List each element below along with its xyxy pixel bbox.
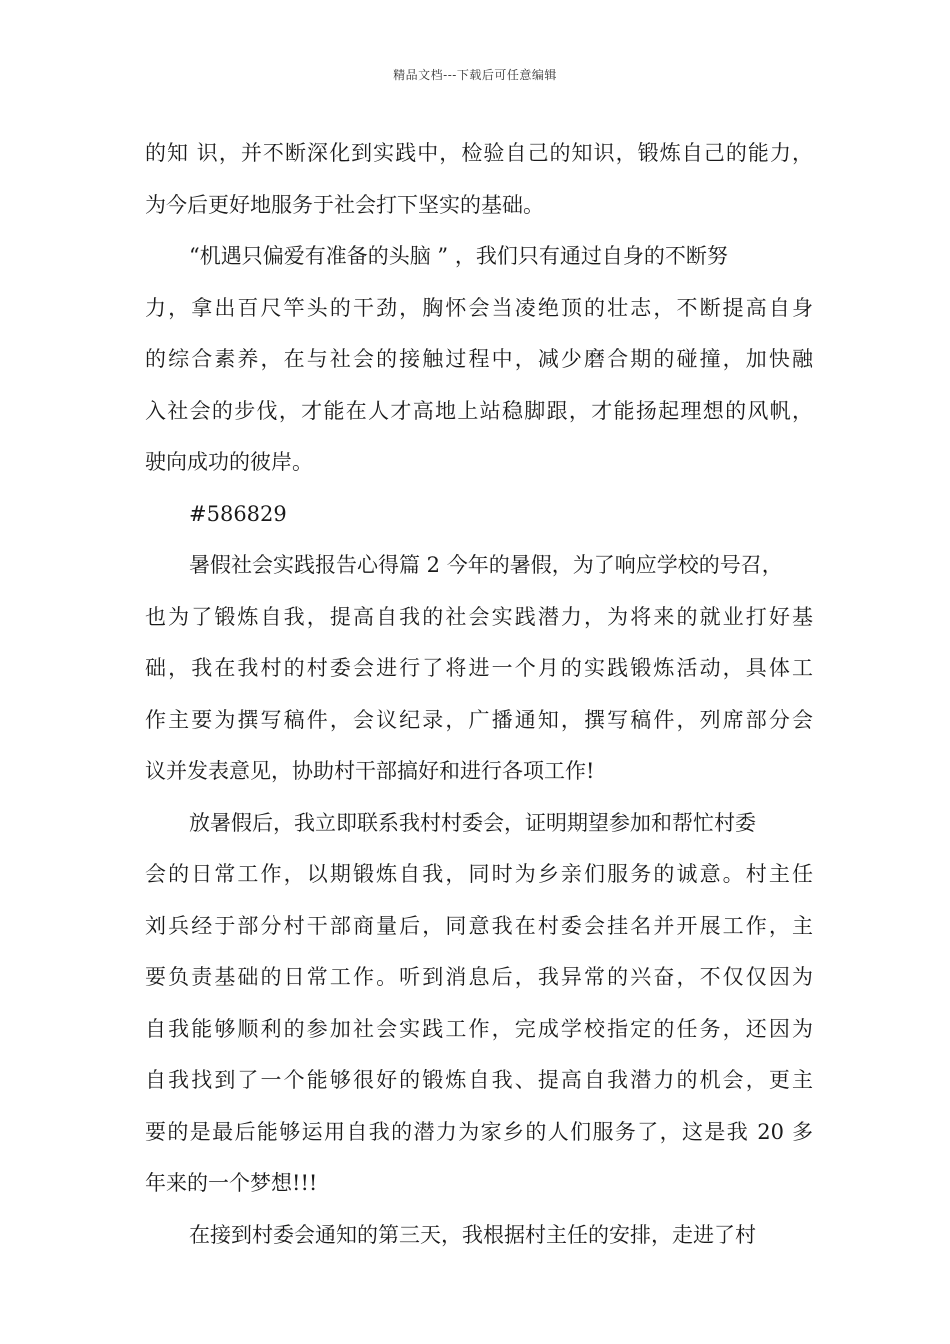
text-line: #586829	[189, 501, 287, 526]
text-line: 刘兵经于部分村干部商量后，同意我在村委会挂名并开展工作，主	[145, 913, 813, 938]
text-line: 要负责基础的日常工作。听到消息后，我异常的兴奋，不仅仅因为	[145, 965, 813, 989]
text-line: 也为了锻炼自我，提高自我的社会实践潜力，为将来的就业打好基	[145, 604, 813, 629]
text-line: 为今后更好地服务于社会打下坚实的基础。	[145, 192, 544, 217]
text-line: 暑假社会实践报告心得篇 2 今年的暑假，为了响应学校的号召，	[189, 553, 783, 577]
text-line: 作主要为撰写稿件，会议纪录，广播通知，撰写稿件，列席部分会	[145, 707, 813, 732]
text-line: “机遇只偏爱有准备的头脑 ” ，我们只有通过自身的不断努	[189, 244, 728, 268]
text-line: 自我找到了一个能够很好的锻炼自我、提高自我潜力的机会，更主	[145, 1068, 813, 1092]
text-line: 会的日常工作，以期锻炼自我，同时为乡亲们服务的诚意。村主任	[145, 862, 813, 886]
text-line: 年来的一个梦想!!!	[145, 1171, 318, 1195]
text-line: 的知 识，并不断深化到实践中，检验自己的知识，锻炼自己的能力，	[145, 141, 813, 165]
text-line: 的综合素养，在与社会的接触过程中，减少磨合期的碰撞，加快融	[145, 347, 813, 371]
text-line: 驶向成功的彼岸。	[145, 450, 313, 474]
document-body	[145, 128, 813, 1261]
text-line: 要的是最后能够运用自我的潜力为家乡的人们服务了，这是我 20 多	[145, 1119, 813, 1144]
text-line: 在接到村委会通知的第三天，我根据村主任的安排，走进了村	[189, 1222, 756, 1247]
text-line: 议并发表意见，协助村干部搞好和进行各项工作!	[145, 759, 595, 783]
text-line: 入社会的步伐，才能在人才高地上站稳脚跟，才能扬起理想的风帆，	[145, 398, 813, 423]
page-header: 精品文档---下载后可任意编辑	[393, 68, 557, 82]
text-line: 放暑假后，我立即联系我村村委会，证明期望参加和帮忙村委	[189, 810, 756, 835]
text-line: 力，拿出百尺竿头的干劲，胸怀会当凌绝顶的壮志，不断提高自身	[145, 295, 813, 320]
text-line: 自我能够顺利的参加社会实践工作，完成学校指定的任务，还因为	[145, 1016, 813, 1041]
text-line: 础，我在我村的村委会进行了将进一个月的实践锻炼活动，具体工	[145, 656, 813, 680]
